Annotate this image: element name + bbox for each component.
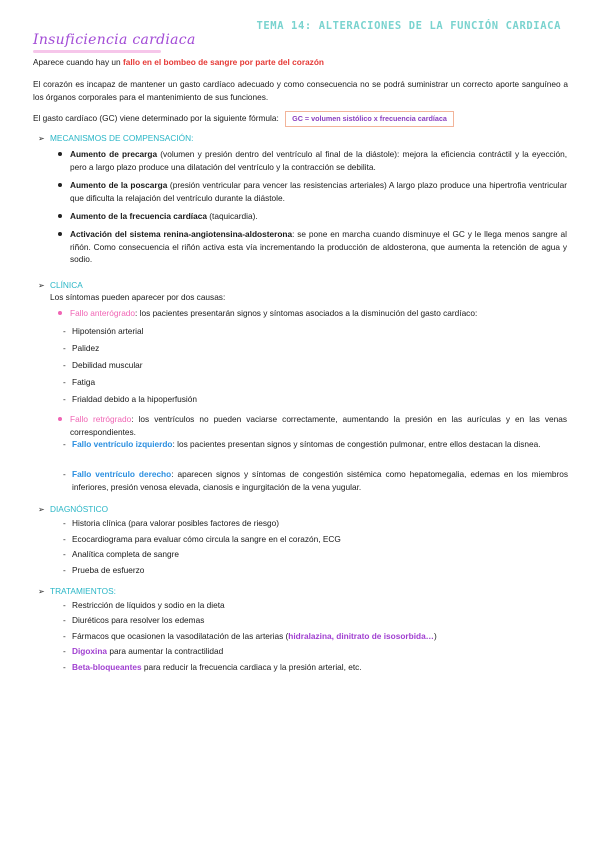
list-item — [63, 325, 568, 338]
dash-icon: - — [63, 439, 66, 449]
formula-lead: El gasto cardíaco (GC) viene determinado por la siguiente fórmula: — [33, 113, 279, 124]
list-item — [63, 468, 568, 493]
item-text: Diuréticos para resolver los edemas — [72, 615, 205, 625]
title-underline — [33, 50, 161, 53]
list-item — [63, 376, 568, 389]
item-text: Fármacos que ocasionen la vasodilatación de las arterias ( — [72, 631, 289, 641]
list-item — [63, 661, 568, 674]
item-text: Palidez — [72, 343, 100, 353]
bullet-dot-icon — [58, 311, 62, 315]
item-text: Restricción de líquidos y sodio en la dieta — [72, 600, 225, 610]
chapter-title: TEMA 14: ALTERACIONES DE LA FUNCIÓN CARDIACA — [256, 20, 561, 32]
list-item — [63, 438, 568, 451]
arrow-bullet-icon: ➢ — [38, 505, 45, 514]
anterogrado-text: : los pacientes presentarán signos y síntomas asociados a la disminución del gasto cardíaco: — [135, 308, 478, 318]
item-text: (presión ventricular para vencer las resistencias arteriales) A largo plazo produce una hipertrofia ventricular que dificulta la relajación del ventrículo durante la diástole. — [70, 180, 567, 203]
intro-paragraph-text: El corazón es incapaz de mantener un gasto cardíaco adecuado y como consecuencia no se podrá suministrar un correcto aporte sanguíneo a los órganos corporales para el mantenimiento de sus funciones. — [33, 79, 568, 102]
bullet-dot-icon — [58, 232, 62, 236]
section-heading: DIAGNÓSTICO — [50, 504, 109, 514]
list-item — [70, 179, 567, 204]
item-text: Debilidad muscular — [72, 360, 143, 370]
dash-icon: - — [63, 549, 66, 559]
item-text: para aumentar la contractilidad — [107, 646, 224, 656]
formula-box: GC = volumen sistólico x frecuencia cardíaca — [285, 111, 454, 127]
intro-line — [33, 56, 568, 69]
list-item — [63, 614, 568, 627]
item-text: ) — [433, 631, 437, 641]
retrogrado-label: Fallo retrógrado — [70, 414, 132, 424]
dash-icon: - — [63, 534, 66, 544]
item-term: Aumento de la frecuencia cardíaca — [70, 211, 207, 221]
drug-highlight: hidralazina, dinitrato de isosorbida… — [288, 631, 434, 641]
item-text: : se pone en marcha cuando disminuye el GC y le llega menos sangre al riñón. Como consecuencia el riñón activa esta vía incrementando la producción de aldosterona, que aumenta la retención de agua y sodio. — [70, 229, 567, 265]
intro-paragraph — [33, 78, 568, 103]
dash-icon: - — [63, 326, 66, 336]
item-text: Historia clínica (para valorar posibles factores de riesgo) — [72, 518, 280, 528]
item-text: Fatiga — [72, 377, 96, 387]
item-text: Frialdad debido a la hipoperfusión — [72, 394, 198, 404]
arrow-bullet-icon: ➢ — [38, 134, 45, 143]
item-text: Analítica completa de sangre — [72, 549, 180, 559]
section-heading: MECANISMOS DE COMPENSACIÓN: — [50, 133, 194, 143]
dash-icon: - — [63, 343, 66, 353]
list-item — [70, 307, 567, 320]
izq-label: Fallo ventrículo izquierdo — [72, 439, 173, 449]
handwritten-topic-title: Insuficiencia cardiaca — [33, 32, 196, 48]
item-term: Activación del sistema renina-angiotensina-aldosterona — [70, 229, 293, 239]
drug-highlight: Beta-bloqueantes — [72, 662, 142, 672]
list-item — [63, 548, 568, 561]
item-text: (taquicardia). — [206, 211, 258, 221]
list-item — [63, 599, 568, 612]
list-item — [63, 533, 568, 546]
dash-icon: - — [63, 469, 66, 479]
formula-line — [33, 111, 568, 127]
dash-icon: - — [63, 600, 66, 610]
list-item — [63, 630, 568, 643]
item-term: Aumento de precarga — [70, 149, 158, 159]
list-item — [70, 413, 567, 438]
item-text: (volumen y presión dentro del ventrículo al final de la diástole): mejora la eficiencia contráctil y la eyección, pero a largo plazo produce una dilatación del ventrículo y la contracción se debilita. — [70, 149, 568, 172]
list-item — [63, 517, 568, 530]
list-item — [70, 228, 567, 266]
item-text: para reducir la frecuencia cardiaca y la presión arterial, etc. — [141, 662, 362, 672]
list-item — [63, 342, 568, 355]
list-item — [63, 393, 568, 406]
der-text: : aparecen signos y síntomas de congestión sistémica como hepatomegalia, edemas en los miembros inferiores, presión venosa elevada, cianosis e ingurgitación de la vena yugular. — [72, 469, 568, 492]
item-text: Hipotensión arterial — [72, 326, 144, 336]
list-item — [63, 359, 568, 372]
der-label: Fallo ventrículo derecho — [72, 469, 172, 479]
dash-icon: - — [63, 662, 66, 672]
izq-text: : los pacientes presentan signos y síntomas de congestión pulmonar, entre ellos destacan la disnea. — [172, 439, 541, 449]
arrow-bullet-icon: ➢ — [38, 281, 45, 290]
arrow-bullet-icon: ➢ — [38, 587, 45, 596]
intro-text: Aparece cuando hay un — [33, 57, 123, 67]
item-text: Ecocardiograma para evaluar cómo circula la sangre en el corazón, ECG — [72, 534, 341, 544]
dash-icon: - — [63, 518, 66, 528]
dash-icon: - — [63, 377, 66, 387]
dash-icon: - — [63, 631, 66, 641]
intro-highlight: fallo en el bombeo de sangre por parte del corazón — [122, 57, 324, 67]
bullet-dot-icon — [58, 214, 62, 218]
anterogrado-label: Fallo anterógrado — [70, 308, 136, 318]
list-item — [63, 645, 568, 658]
dash-icon: - — [63, 615, 66, 625]
list-item — [70, 148, 567, 173]
clinica-lead-text: Los síntomas pueden aparecer por dos causas: — [50, 292, 226, 302]
clinica-lead — [50, 291, 567, 304]
section-diagnostico — [38, 503, 108, 517]
bullet-dot-icon — [58, 152, 62, 156]
section-heading: CLÍNICA — [50, 280, 83, 290]
section-tratamientos — [38, 585, 116, 599]
list-item — [63, 564, 568, 577]
bullet-dot-icon — [58, 183, 62, 187]
list-item — [70, 210, 567, 223]
dash-icon: - — [63, 360, 66, 370]
bullet-dot-icon — [58, 417, 62, 421]
retrogrado-text: : los ventrículos no pueden vaciarse correctamente, aumentando la presión en las aurículas y en las venas correspondientes. — [70, 414, 567, 437]
section-mecanismos — [38, 132, 193, 146]
dash-icon: - — [63, 646, 66, 656]
item-text: Prueba de esfuerzo — [72, 565, 145, 575]
item-term: Aumento de la poscarga — [70, 180, 168, 190]
section-heading: TRATAMIENTOS: — [50, 586, 116, 596]
dash-icon: - — [63, 394, 66, 404]
drug-highlight: Digoxina — [72, 646, 108, 656]
dash-icon: - — [63, 565, 66, 575]
